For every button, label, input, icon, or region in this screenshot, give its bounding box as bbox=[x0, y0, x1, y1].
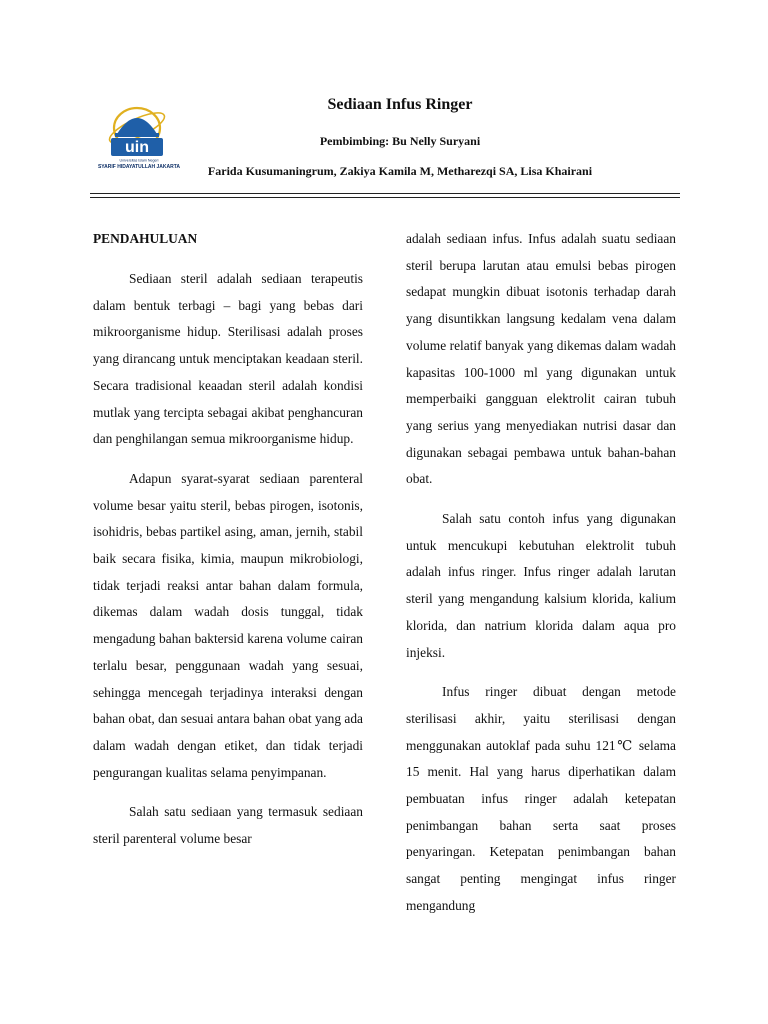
right-column bbox=[406, 226, 676, 933]
paragraph-example-start: Salah satu sediaan yang termasuk sediaan steril parenteral volume besar bbox=[93, 804, 363, 847]
paragraph-requirements: Adapun syarat-syarat sediaan parenteral volume besar yaitu steril, bebas pirogen, isotonis, isohidris, bebas partikel asing, aman, jernih, stabil baik secara fisika, kimia, maupun mikrobiologi, tidak terjadi reaksi antar bahan dalam formula, dikemas dalam wadah dosis tunggal, tidak mengadung bahan baktersid karena volume cairan terlalu besar, penggunaan wadah yang sesuai, sehingga mencegah terjadinya interaksi dengan bahan obat, dan sesuai antara bahan obat yang ada dalam wadah dengan etiket, dan tidak terjadi pengurangan kualitas selama penyimpanan. bbox=[93, 470, 363, 780]
supervisor-line: Pembimbing: Bu Nelly Suryani bbox=[319, 134, 481, 148]
paper-title: Sediaan Infus Ringer bbox=[327, 96, 473, 113]
logo-university-small: Universitas Islam Negeri bbox=[119, 158, 159, 163]
section-heading: PENDAHULUAN bbox=[93, 231, 198, 246]
header-divider-top bbox=[90, 193, 680, 194]
paragraph-infus-ringer: Salah satu contoh infus yang digunakan untuk mencukupi kebutuhan elektrolit tubuh adalah infus ringer. Infus ringer adalah larutan steril yang mengandung kalsium klorida, kalium klorida, dan natrium klorida dalam aqua pro injeksi. bbox=[406, 511, 676, 660]
uin-logo-icon bbox=[93, 98, 185, 176]
university-logo bbox=[93, 98, 185, 176]
header-divider-bottom bbox=[90, 197, 680, 198]
authors-line: Farida Kusumaningrum, Zakiya Kamila M, Metharezqi SA, Lisa Khairani bbox=[207, 164, 593, 178]
paragraph-sterilization: Infus ringer dibuat dengan metode sterilisasi akhir, yaitu sterilisasi dengan menggunakan autoklaf pada suhu 121℃ selama 15 menit. Hal yang harus diperhatikan dalam pembuatan infus ringer adalah ketepatan penimbangan bahan serta saat proses penyaringan. Ketepatan penimbangan bahan sangat penting mengingat infus ringer mengandung bbox=[406, 684, 676, 913]
logo-university-name: SYARIF HIDAYATULLAH JAKARTA bbox=[97, 164, 181, 170]
logo-text: uin bbox=[125, 139, 149, 156]
paragraph-intro: Sediaan steril adalah sediaan terapeutis dalam bentuk terbagi – bagi yang bebas dari mikroorganisme hidup. Sterilisasi adalah proses yang dirancang untuk menciptakan keadaan steril. Secara tradisional keaadan steril adalah kondisi mutlak yang tercipta sebagai akibat penghancuran dan penghilangan semua mikroorganisme hidup. bbox=[93, 271, 363, 447]
paragraph-infus-definition: adalah sediaan infus. Infus adalah suatu sediaan steril berupa larutan atau emulsi bebas pirogen sedapat mungkin dibuat isotonis terhadap darah yang disuntikkan langsung kedalam vena dalam volume relatif banyak yang dikemas dalam wadah kapasitas 100-1000 ml yang digunakan untuk memperbaiki gangguan elektrolit cairan tubuh yang serius yang menyediakan nutrisi dasar dan digunakan sebagai pembawa untuk bahan-bahan obat. bbox=[406, 231, 676, 487]
left-column bbox=[93, 226, 363, 866]
